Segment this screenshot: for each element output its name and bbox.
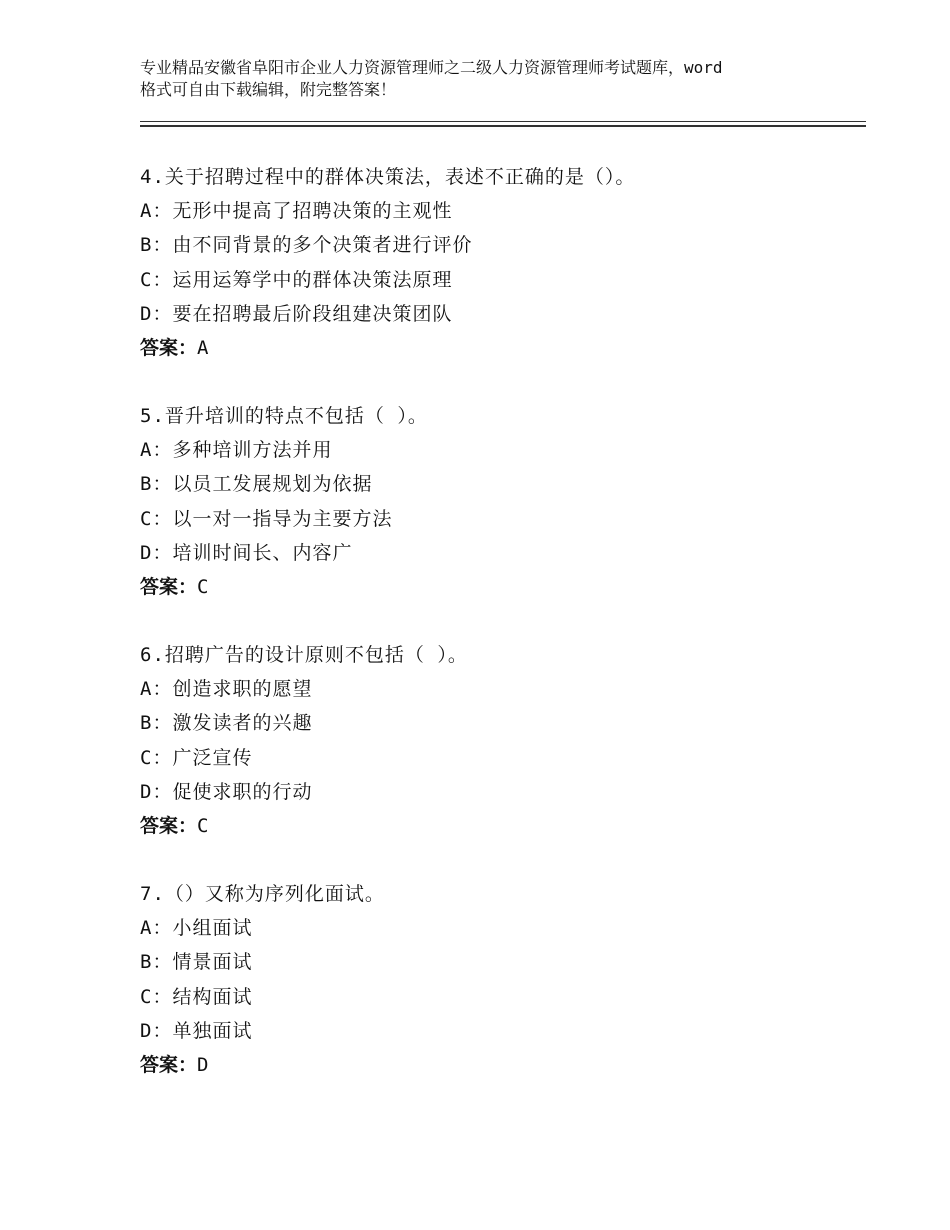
answer-value: C [197, 814, 209, 837]
question-6 [140, 638, 860, 843]
question-7 [140, 877, 860, 1082]
option-b: B：激发读者的兴趣 [140, 712, 313, 735]
question-4 [140, 160, 860, 365]
option-c: C：结构面试 [140, 985, 253, 1008]
option-a: A：无形中提高了招聘决策的主观性 [140, 200, 453, 223]
question-stem: 7.（）又称为序列化面试。 [140, 883, 385, 905]
document-header [140, 57, 840, 101]
option-b: B：由不同背景的多个决策者进行评价 [140, 234, 473, 257]
answer-value: D [197, 1053, 209, 1076]
answer-value: C [197, 575, 209, 598]
option-d: D：促使求职的行动 [140, 780, 313, 803]
answer-label: 答案： [140, 575, 198, 598]
header-divider-thick [140, 125, 866, 127]
header-line-1: 专业精品安徽省阜阳市企业人力资源管理师之二级人力资源管理师考试题库，word [140, 58, 723, 77]
answer-value: A [197, 336, 209, 359]
option-c: C：运用运筹学中的群体决策法原理 [140, 268, 453, 291]
header-divider-thin [140, 121, 866, 122]
option-d: D：要在招聘最后阶段组建决策团队 [140, 302, 453, 325]
option-d: D：培训时间长、内容广 [140, 541, 353, 564]
header-line-2: 格式可自由下载编辑，附完整答案！ [140, 80, 397, 99]
question-stem: 5.晋升培训的特点不包括（ ）。 [140, 405, 428, 427]
answer-label: 答案： [140, 1053, 198, 1076]
answer-line [140, 331, 860, 365]
answer-label: 答案： [140, 336, 198, 359]
option-d: D：单独面试 [140, 1019, 253, 1042]
question-stem: 4.关于招聘过程中的群体决策法，表述不正确的是（）。 [140, 166, 636, 188]
option-b: B：以员工发展规划为依据 [140, 473, 373, 496]
answer-line [140, 1048, 860, 1082]
answer-label: 答案： [140, 814, 198, 837]
question-stem: 6.招聘广告的设计原则不包括（ ）。 [140, 644, 468, 666]
answer-line [140, 570, 860, 604]
question-5 [140, 399, 860, 604]
option-b: B：情景面试 [140, 951, 253, 974]
answer-line [140, 809, 860, 843]
option-c: C：广泛宣传 [140, 746, 253, 769]
option-a: A：创造求职的愿望 [140, 678, 313, 701]
option-a: A：多种培训方法并用 [140, 439, 333, 462]
option-a: A：小组面试 [140, 917, 253, 940]
option-c: C：以一对一指导为主要方法 [140, 507, 393, 530]
